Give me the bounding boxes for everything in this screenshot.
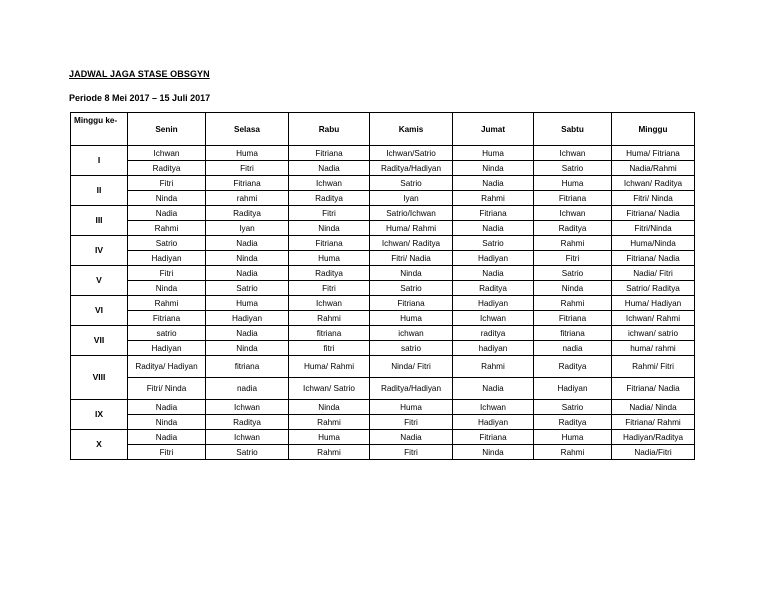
schedule-cell: Rahmi bbox=[289, 311, 370, 326]
table-row bbox=[71, 341, 695, 356]
schedule-cell: Rahmi bbox=[453, 191, 534, 206]
schedule-cell: Ninda bbox=[206, 251, 289, 266]
schedule-cell: raditya bbox=[453, 326, 534, 341]
week-column-header: Minggu ke- bbox=[71, 113, 128, 146]
schedule-cell: ichwan bbox=[370, 326, 453, 341]
day-header: Rabu bbox=[289, 113, 370, 146]
schedule-cell: Nadia/Fitri bbox=[612, 445, 695, 460]
schedule-cell: Ninda bbox=[370, 266, 453, 281]
schedule-cell: Rahmi bbox=[534, 296, 612, 311]
schedule-cell: fitriana bbox=[534, 326, 612, 341]
schedule-cell: Satrio bbox=[206, 281, 289, 296]
schedule-cell: Fitriana bbox=[453, 430, 534, 445]
schedule-cell: Huma bbox=[453, 146, 534, 161]
schedule-cell: Huma bbox=[370, 400, 453, 415]
schedule-cell: Satrio bbox=[206, 445, 289, 460]
schedule-cell: Huma bbox=[289, 430, 370, 445]
schedule-cell: Fitri bbox=[128, 445, 206, 460]
schedule-cell: Hadiyan bbox=[206, 311, 289, 326]
schedule-cell: Ichwan/ Raditya bbox=[370, 236, 453, 251]
schedule-cell: Ninda bbox=[128, 281, 206, 296]
day-header: Sabtu bbox=[534, 113, 612, 146]
table-row bbox=[71, 221, 695, 236]
schedule-table bbox=[70, 112, 695, 460]
day-header: Jumat bbox=[453, 113, 534, 146]
document-title: JADWAL JAGA STASE OBSGYN bbox=[69, 69, 210, 79]
schedule-cell: Ichwan/Satrio bbox=[370, 146, 453, 161]
schedule-cell: Ichwan bbox=[534, 146, 612, 161]
schedule-cell: Ichwan bbox=[289, 176, 370, 191]
schedule-cell: Raditya bbox=[453, 281, 534, 296]
schedule-cell: Rahmi bbox=[289, 415, 370, 430]
schedule-cell: Raditya bbox=[289, 266, 370, 281]
schedule-cell: Fitriana/ Rahmi bbox=[612, 415, 695, 430]
table-row bbox=[71, 266, 695, 281]
table-row bbox=[71, 296, 695, 311]
schedule-cell: Fitri bbox=[128, 176, 206, 191]
schedule-cell: Ichwan/ Satrio bbox=[289, 378, 370, 400]
schedule-cell: Nadia bbox=[453, 176, 534, 191]
schedule-cell: Huma/ Hadiyan bbox=[612, 296, 695, 311]
schedule-cell: Ninda bbox=[534, 281, 612, 296]
schedule-cell: Nadia bbox=[206, 236, 289, 251]
schedule-cell: Satrio/ Raditya bbox=[612, 281, 695, 296]
schedule-cell: Huma bbox=[534, 430, 612, 445]
schedule-cell: Satrio bbox=[128, 236, 206, 251]
schedule-cell: Huma bbox=[289, 251, 370, 266]
schedule-cell: Ichwan bbox=[289, 296, 370, 311]
schedule-cell: Ninda bbox=[206, 341, 289, 356]
schedule-cell: Raditya bbox=[534, 221, 612, 236]
schedule-cell: Ichwan bbox=[534, 206, 612, 221]
schedule-cell: Hadiyan bbox=[128, 341, 206, 356]
table-row bbox=[71, 251, 695, 266]
schedule-cell: Raditya/ Hadiyan bbox=[128, 356, 206, 378]
schedule-cell: Rahmi bbox=[534, 236, 612, 251]
schedule-cell: Fitriana bbox=[534, 191, 612, 206]
table-row bbox=[71, 356, 695, 378]
schedule-cell: Ninda bbox=[453, 161, 534, 176]
schedule-cell: Nadia/ Fitri bbox=[612, 266, 695, 281]
schedule-cell: Hadiyan/Raditya bbox=[612, 430, 695, 445]
schedule-cell: Nadia bbox=[206, 266, 289, 281]
table-row bbox=[71, 311, 695, 326]
schedule-cell: Raditya bbox=[206, 415, 289, 430]
schedule-cell: Nadia/ Ninda bbox=[612, 400, 695, 415]
schedule-cell: Nadia bbox=[370, 430, 453, 445]
header-row bbox=[71, 113, 695, 146]
schedule-cell: Rahmi/ Fitri bbox=[612, 356, 695, 378]
day-header: Kamis bbox=[370, 113, 453, 146]
schedule-cell: Rahmi bbox=[453, 356, 534, 378]
schedule-cell: Fitri/ Nadia bbox=[370, 251, 453, 266]
schedule-cell: Ninda bbox=[289, 400, 370, 415]
schedule-cell: Raditya bbox=[534, 415, 612, 430]
table-row bbox=[71, 161, 695, 176]
week-number: V bbox=[71, 266, 128, 296]
schedule-cell: Raditya bbox=[289, 191, 370, 206]
table-row bbox=[71, 191, 695, 206]
schedule-cell: Nadia bbox=[128, 206, 206, 221]
schedule-cell: Ninda bbox=[453, 445, 534, 460]
schedule-cell: Huma/ Fitriana bbox=[612, 146, 695, 161]
schedule-cell: Fitriana bbox=[534, 311, 612, 326]
schedule-cell: hadiyan bbox=[453, 341, 534, 356]
schedule-cell: Hadiyan bbox=[534, 378, 612, 400]
schedule-cell: ichwan/ satrio bbox=[612, 326, 695, 341]
schedule-cell: Hadiyan bbox=[453, 415, 534, 430]
table-row bbox=[71, 415, 695, 430]
schedule-cell: Satrio bbox=[534, 266, 612, 281]
schedule-cell: huma/ rahmi bbox=[612, 341, 695, 356]
schedule-cell: Nadia bbox=[128, 400, 206, 415]
week-number: II bbox=[71, 176, 128, 206]
table-row bbox=[71, 236, 695, 251]
schedule-cell: Fitri/ Ninda bbox=[612, 191, 695, 206]
schedule-cell: Ichwan bbox=[206, 430, 289, 445]
schedule-cell: Raditya/Hadiyan bbox=[370, 378, 453, 400]
schedule-cell: Fitri bbox=[370, 445, 453, 460]
table-row bbox=[71, 146, 695, 161]
table-row bbox=[71, 326, 695, 341]
schedule-cell: Nadia/Rahmi bbox=[612, 161, 695, 176]
schedule-cell: Fitri bbox=[289, 206, 370, 221]
schedule-cell: Nadia bbox=[289, 161, 370, 176]
schedule-cell: Satrio bbox=[534, 161, 612, 176]
day-header: Selasa bbox=[206, 113, 289, 146]
week-number: I bbox=[71, 146, 128, 176]
schedule-cell: Huma bbox=[206, 296, 289, 311]
schedule-cell: Huma/Ninda bbox=[612, 236, 695, 251]
schedule-cell: Fitri bbox=[206, 161, 289, 176]
table-row bbox=[71, 430, 695, 445]
schedule-cell: Fitri bbox=[534, 251, 612, 266]
schedule-cell: Nadia bbox=[453, 378, 534, 400]
schedule-cell: Fitriana bbox=[128, 311, 206, 326]
schedule-cell: Huma bbox=[370, 311, 453, 326]
schedule-cell: Iyan bbox=[370, 191, 453, 206]
schedule-cell: Ninda bbox=[128, 415, 206, 430]
schedule-period: Periode 8 Mei 2017 – 15 Juli 2017 bbox=[69, 93, 211, 103]
schedule-cell: Ichwan bbox=[128, 146, 206, 161]
schedule-cell: Ichwan bbox=[206, 400, 289, 415]
schedule-cell: nadia bbox=[206, 378, 289, 400]
schedule-cell: Satrio bbox=[534, 400, 612, 415]
schedule-cell: Raditya bbox=[534, 356, 612, 378]
schedule-cell: Fitriana/ Nadia bbox=[612, 251, 695, 266]
schedule-cell: Raditya bbox=[128, 161, 206, 176]
table-row bbox=[71, 378, 695, 400]
schedule-cell: nadia bbox=[534, 341, 612, 356]
schedule-cell: satrio bbox=[370, 341, 453, 356]
schedule-cell: Fitri/Ninda bbox=[612, 221, 695, 236]
schedule-cell: Huma/ Rahmi bbox=[370, 221, 453, 236]
table-row bbox=[71, 400, 695, 415]
schedule-cell: Ninda/ Fitri bbox=[370, 356, 453, 378]
week-number: VIII bbox=[71, 356, 128, 400]
schedule-cell: Hadiyan bbox=[453, 296, 534, 311]
schedule-cell: Huma bbox=[206, 146, 289, 161]
schedule-cell: Satrio bbox=[370, 281, 453, 296]
schedule-cell: Nadia bbox=[453, 221, 534, 236]
table-row bbox=[71, 176, 695, 191]
week-number: IX bbox=[71, 400, 128, 430]
schedule-cell: Fitri bbox=[128, 266, 206, 281]
schedule-cell: Fitri bbox=[289, 281, 370, 296]
schedule-cell: Fitriana bbox=[289, 236, 370, 251]
schedule-cell: Fitriana bbox=[453, 206, 534, 221]
schedule-cell: fitriana bbox=[289, 326, 370, 341]
schedule-cell: Raditya/Hadiyan bbox=[370, 161, 453, 176]
schedule-cell: Hadiyan bbox=[128, 251, 206, 266]
week-number: IV bbox=[71, 236, 128, 266]
schedule-cell: Ichwan bbox=[453, 400, 534, 415]
week-number: X bbox=[71, 430, 128, 460]
schedule-cell: Iyan bbox=[206, 221, 289, 236]
schedule-cell: Rahmi bbox=[128, 221, 206, 236]
schedule-cell: Huma/ Rahmi bbox=[289, 356, 370, 378]
schedule-cell: Nadia bbox=[128, 430, 206, 445]
week-number: VI bbox=[71, 296, 128, 326]
schedule-cell: Satrio bbox=[370, 176, 453, 191]
schedule-cell: Nadia bbox=[453, 266, 534, 281]
schedule-cell: rahmi bbox=[206, 191, 289, 206]
schedule-cell: Fitriana bbox=[370, 296, 453, 311]
schedule-cell: Rahmi bbox=[128, 296, 206, 311]
schedule-cell: Ichwan bbox=[453, 311, 534, 326]
day-header: Senin bbox=[128, 113, 206, 146]
table-row bbox=[71, 445, 695, 460]
table-row bbox=[71, 281, 695, 296]
schedule-cell: Ichwan/ Rahmi bbox=[612, 311, 695, 326]
schedule-cell: fitri bbox=[289, 341, 370, 356]
schedule-cell: Ichwan/ Raditya bbox=[612, 176, 695, 191]
schedule-cell: Fitri bbox=[370, 415, 453, 430]
schedule-cell: Satrio bbox=[453, 236, 534, 251]
schedule-cell: Nadia bbox=[206, 326, 289, 341]
schedule-cell: Raditya bbox=[206, 206, 289, 221]
schedule-cell: Fitriana bbox=[289, 146, 370, 161]
week-number: III bbox=[71, 206, 128, 236]
table-row bbox=[71, 206, 695, 221]
schedule-cell: Rahmi bbox=[289, 445, 370, 460]
day-header: Minggu bbox=[612, 113, 695, 146]
schedule-cell: satrio bbox=[128, 326, 206, 341]
schedule-cell: Fitri/ Ninda bbox=[128, 378, 206, 400]
schedule-cell: fitriana bbox=[206, 356, 289, 378]
week-number: VII bbox=[71, 326, 128, 356]
schedule-cell: Fitriana bbox=[206, 176, 289, 191]
schedule-cell: Hadiyan bbox=[453, 251, 534, 266]
schedule-cell: Ninda bbox=[128, 191, 206, 206]
schedule-cell: Fitriana/ Nadia bbox=[612, 378, 695, 400]
schedule-cell: Satrio/Ichwan bbox=[370, 206, 453, 221]
schedule-cell: Ninda bbox=[289, 221, 370, 236]
schedule-cell: Fitriana/ Nadia bbox=[612, 206, 695, 221]
schedule-cell: Huma bbox=[534, 176, 612, 191]
schedule-cell: Rahmi bbox=[534, 445, 612, 460]
